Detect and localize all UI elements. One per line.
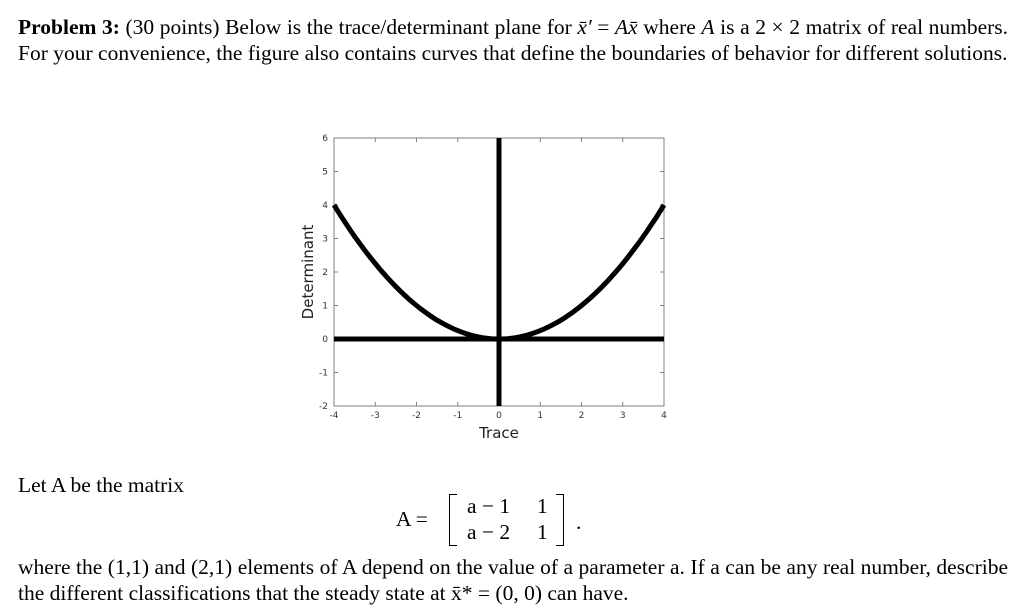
- ode-eq: =: [597, 15, 610, 39]
- y-tick-label: 5: [322, 167, 328, 178]
- y-tick-label: 3: [322, 234, 328, 245]
- problem-line2: matrix of real numbers. For your convenience, the figure also contains curves that define the: [18, 15, 1009, 65]
- x-tick-label: 4: [661, 411, 667, 421]
- problem-line1-b: where: [643, 15, 696, 39]
- matrix-lhs: A =: [396, 507, 428, 531]
- y-tick-label: 2: [322, 268, 328, 278]
- matrix-cell-1-1: a − 1: [467, 494, 511, 518]
- matrix-intro: Let A be the matrix: [18, 473, 184, 497]
- question-line1: where the (1,1) and (2,1) elements of A depend on the value of a parameter a. If a can be any: [18, 555, 818, 579]
- y-tick-label: -1: [319, 368, 328, 379]
- x-axis-label: Trace: [479, 424, 519, 442]
- x-tick-label: 0: [496, 411, 502, 421]
- ode-lhs: x̄′: [577, 15, 592, 39]
- matrix-left-bracket: [449, 494, 457, 546]
- problem-line1-c: is a 2 × 2: [720, 15, 801, 39]
- matrix-trailing-dot: .: [576, 510, 582, 534]
- x-tick-label: 3: [619, 411, 626, 421]
- matrix-right-bracket: [556, 494, 564, 546]
- question-line2: real number, describe the different classifications that the steady state at x̄* = (0, 0) can have.: [18, 555, 1008, 605]
- x-tick-label: -3: [370, 411, 380, 421]
- y-tick-label: 4: [322, 201, 328, 211]
- question-text: [18, 554, 1008, 606]
- problem-line1-a: Below is the trace/determinant plane for: [225, 15, 572, 39]
- y-axis-label: Determinant: [299, 224, 317, 320]
- y-tick-label: 0: [322, 335, 328, 345]
- y-tick-label: 6: [322, 134, 328, 144]
- y-tick-label: -2: [319, 402, 328, 412]
- x-tick-label: -1: [453, 411, 463, 421]
- matrix-cell-2-2: 1: [537, 520, 548, 544]
- matrix-cell-1-2: 1: [537, 494, 548, 518]
- x-tick-label: -2: [412, 411, 421, 421]
- x-tick-label: -4: [329, 411, 339, 421]
- x-tick-label: 2: [578, 411, 585, 421]
- trace-determinant-chart: [292, 128, 682, 448]
- problem-points: (30 points): [125, 15, 220, 39]
- matrix-cell-2-1: a − 2: [467, 520, 511, 544]
- ode-rhs: Ax̄: [615, 15, 638, 39]
- problem-statement: [18, 14, 1008, 66]
- y-tick-label: 1: [322, 301, 328, 312]
- x-tick-label: 1: [537, 411, 544, 421]
- matrix-symbol: A: [701, 15, 715, 39]
- problem-line3: boundaries of behavior for different solutions.: [611, 41, 1008, 65]
- problem-heading: Problem 3:: [18, 15, 120, 39]
